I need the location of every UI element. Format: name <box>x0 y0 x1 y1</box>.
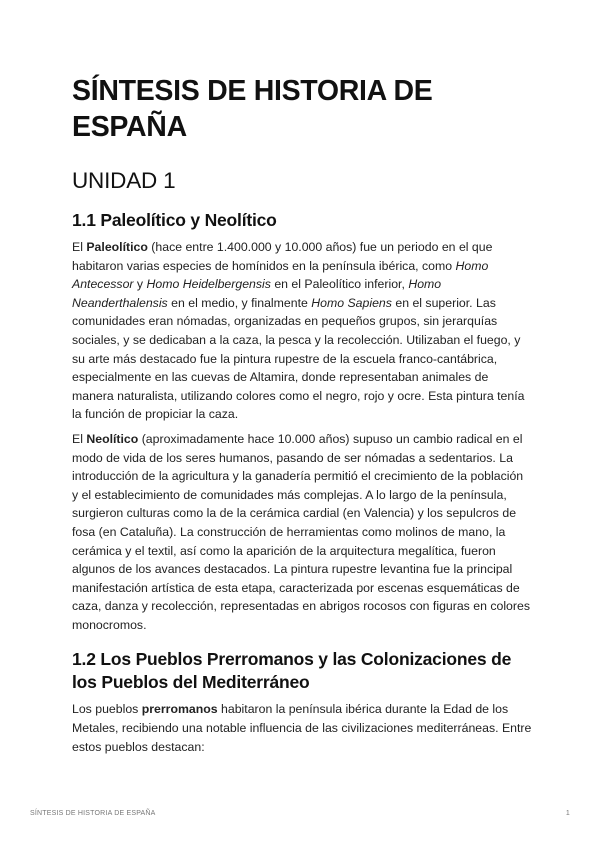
page-number: 1 <box>565 810 570 817</box>
document-title: SÍNTESIS DE HISTORIA DE ESPAÑA <box>72 75 433 143</box>
page-content <box>72 73 532 762</box>
paragraph-neolitico: El Neolítico (aproximadamente hace 10.000 años) supuso un cambio radical en el modo de vida de los seres humanos, pasando de ser nómadas a sedentarios. La introducción de la agricultura y la ganadería permitió el crecimiento de la población y el establecimiento de comunidades más complejas. A lo largo de la península, surgieron culturas como la de la cerámica cardial (en Valencia) y los sepulcros de fosa (en Cataluña). La construcción de herramientas como molinos de mano, la cerámica y el textil, así como la aparición de la arquitectura megalítica, fueron algunos de los avances destacados. La pintura rupestre levantina fue la principal manifestación artística de esta etapa, caracterizada por escenas esquemáticas de caza, danza y recolección, representadas en abrigos rocosos con figuras en colores monocromos. <box>72 431 530 632</box>
species-homo-neanderthalensis: Homo Neanderthalensis <box>72 277 442 310</box>
section-heading-1-2: 1.2 Los Pueblos Prerromanos y las Colonizaciones de los Pueblos del Mediterráneo <box>72 649 512 693</box>
species-homo-antecessor: Homo Antecessor <box>72 258 489 292</box>
paragraph-paleolitico: El Paleolítico (hace entre 1.400.000 y 10.000 años) fue un periodo en el que habitaron varias especies de homínidos en la península ibérica, como Homo Antecessor y Homo Heidelbergensis en el Paleolítico inferior, Homo Neanderthalensis en el medio, y finalmente Homo Sapiens en el superior. Las comunidades eran nómadas, organizadas en pequeños grupos, sin jerarquías sociales, y se dedicaban a la caza, la pesca y la recolección. Utilizaban el fuego, y su arte más destacado fue la pintura rupestre de la escuela franco-cantábrica, especialmente en las cuevas de Altamira, donde representaban animales de manera naturalista, utilizando colores como el negro, rojo y ocre. Esta pintura tenía la función de propiciar la caza. <box>72 240 525 422</box>
term-paleolitico: Paleolítico <box>86 240 148 254</box>
unit-heading: UNIDAD 1 <box>72 168 176 193</box>
species-homo-sapiens: Homo Sapiens <box>311 295 392 310</box>
species-homo-heidelbergensis: Homo Heidelbergensis <box>146 277 271 292</box>
term-prerromanos: prerromanos <box>141 702 218 717</box>
term-neolitico: Neolítico <box>86 431 139 446</box>
footer-title: SÍNTESIS DE HISTORIA DE ESPAÑA <box>30 810 156 817</box>
section-heading-1-1: 1.1 Paleolítico y Neolítico <box>72 210 277 230</box>
paragraph-prerromanos: Los pueblos prerromanos habitaron la península ibérica durante la Edad de los Metales, recibiendo una notable influencia de las civilizaciones mediterráneas. Entre estos pueblos destacan: <box>72 702 532 754</box>
